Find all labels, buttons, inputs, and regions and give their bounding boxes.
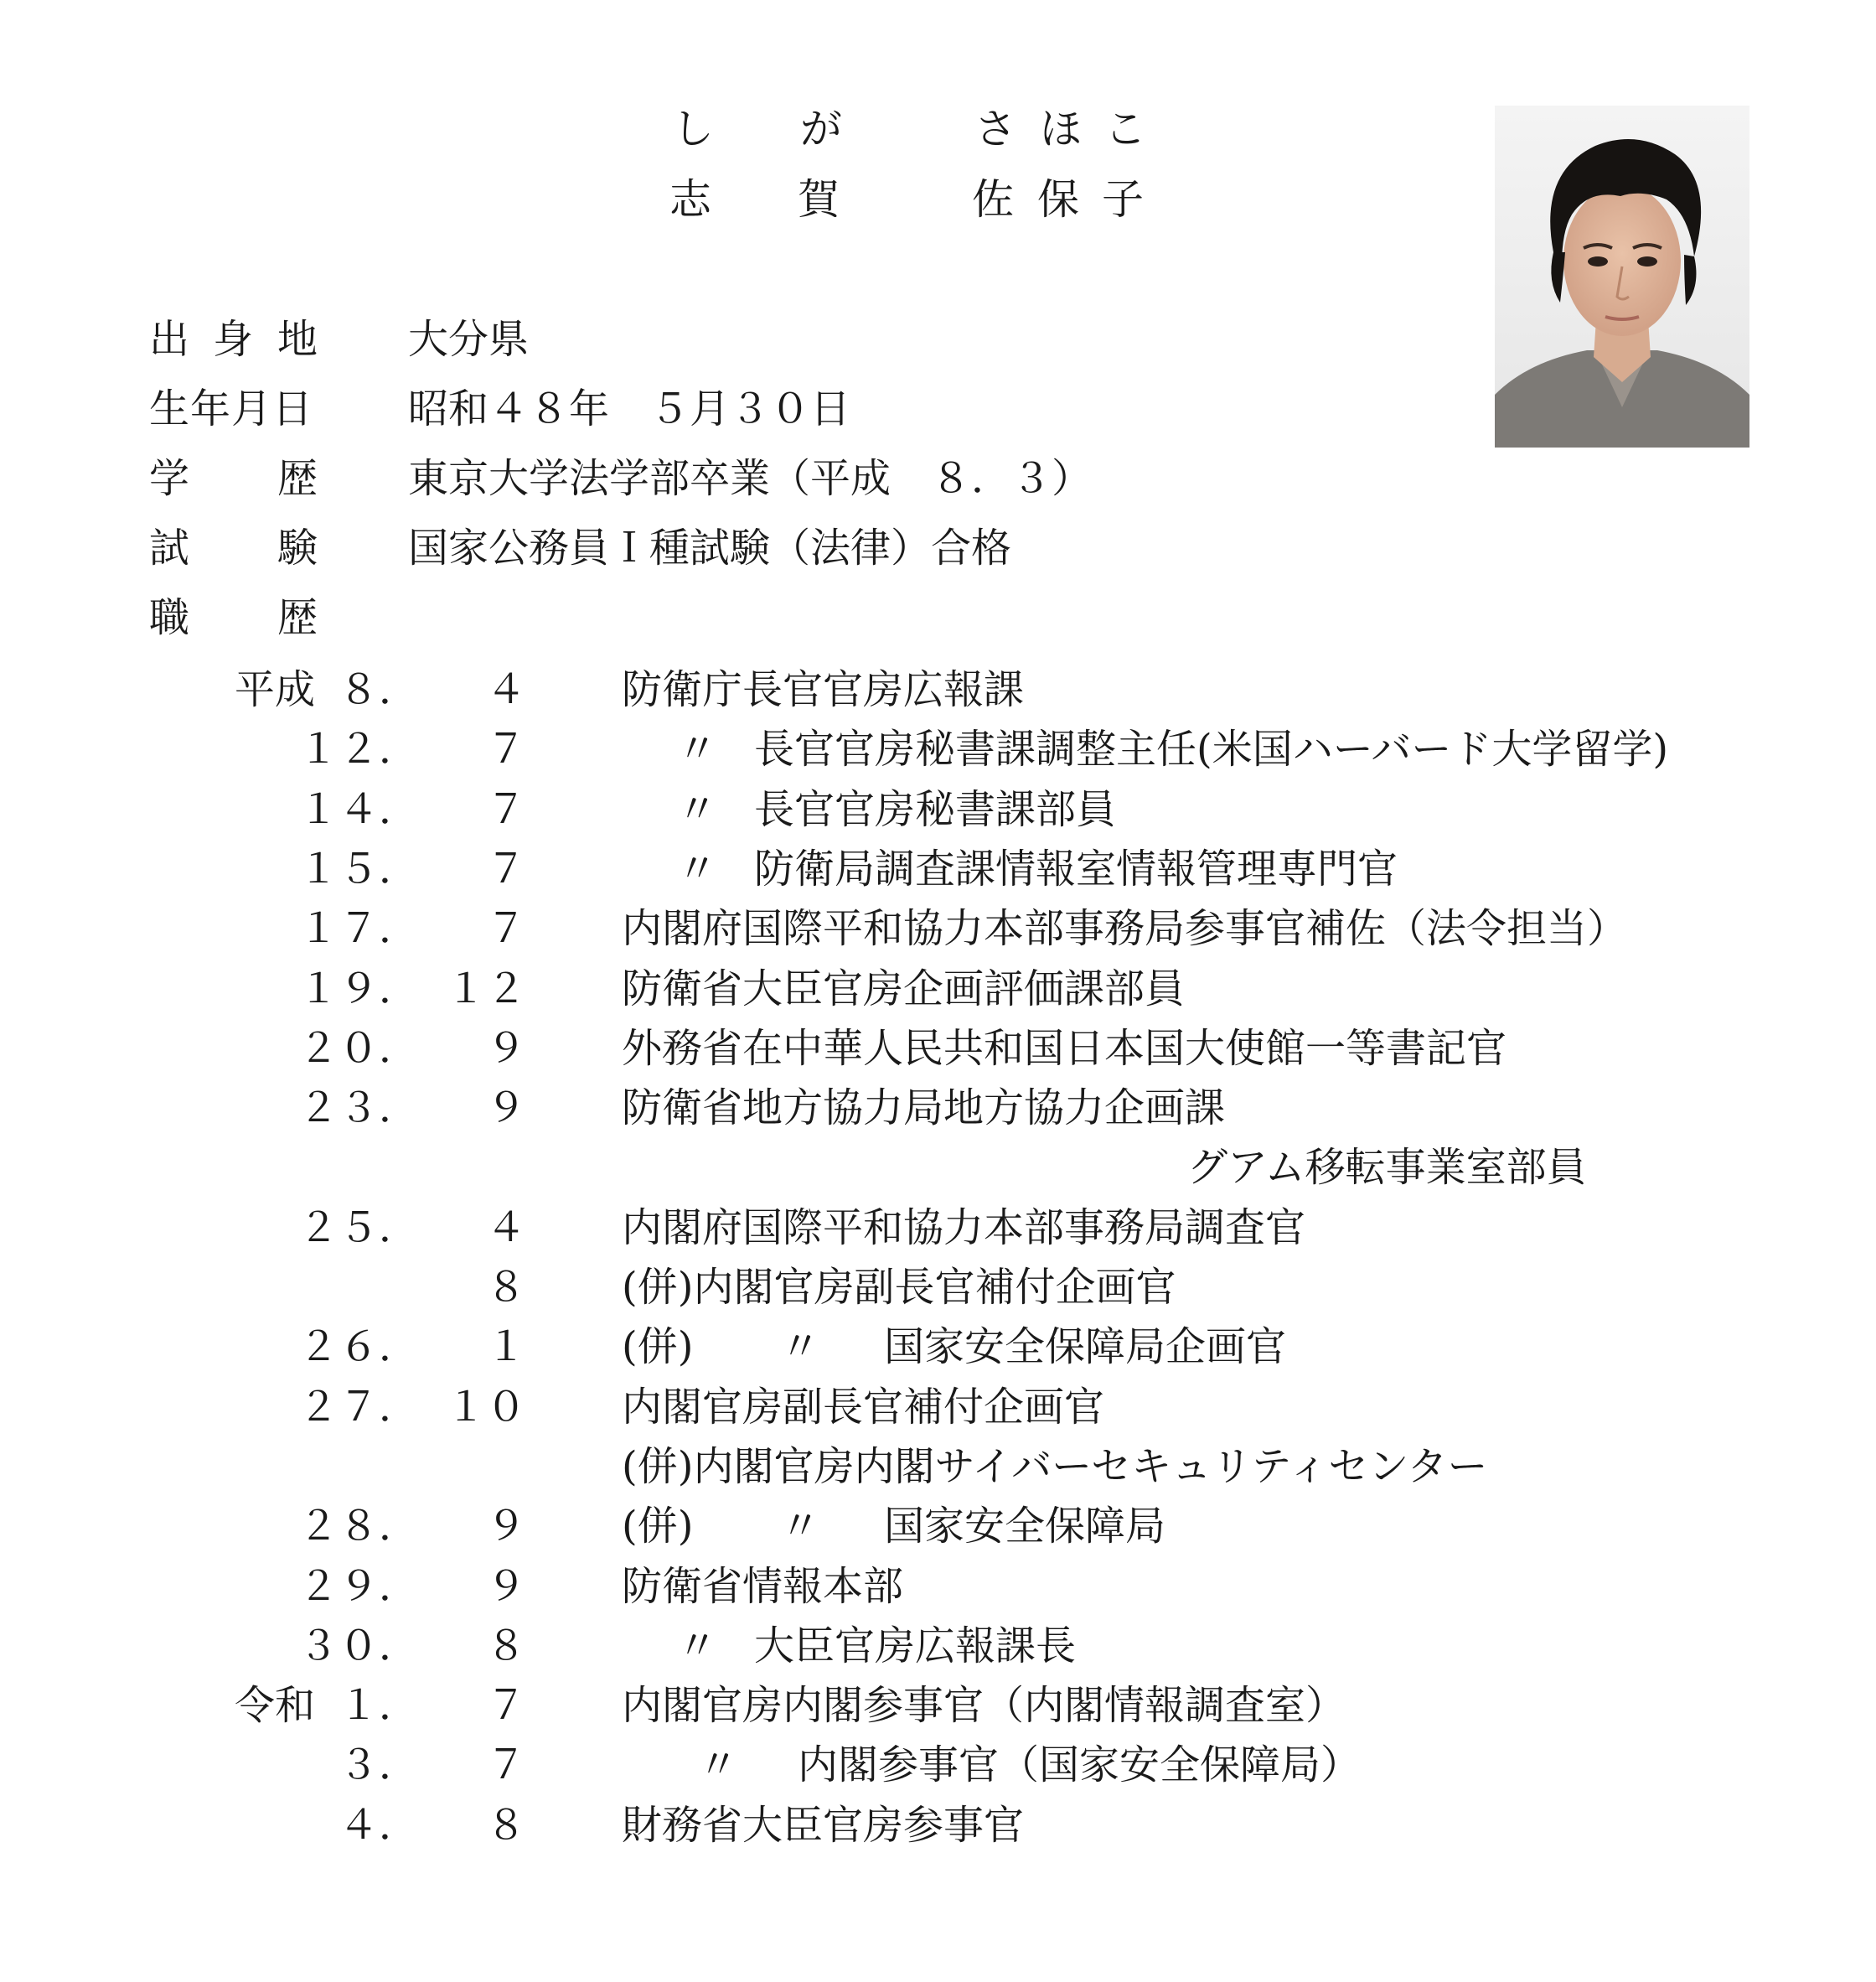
career-position: 内閣参事官（国家安全保障局）	[798, 1741, 1362, 1788]
career-month: ４	[485, 1204, 526, 1251]
career-position: 外務省在中華人民共和国日本国大使館一等書記官	[622, 1025, 1507, 1072]
ditto-mark: 〃	[677, 726, 718, 773]
career-era: 令和	[235, 1682, 316, 1729]
career-year: ２５．	[297, 1204, 419, 1251]
career-position: 国家安全保障局	[884, 1503, 1166, 1550]
career-prefix: (併)	[622, 1503, 694, 1550]
education-value: 東京大学法学部卒業（平成 ８．３）	[408, 455, 1093, 502]
career-month: １２	[445, 965, 526, 1012]
birthplace-value: 大分県	[408, 316, 530, 363]
career-year: ３０．	[297, 1622, 419, 1669]
portrait-image	[1495, 106, 1749, 448]
furigana-char: ほ	[1040, 105, 1082, 153]
career-month: ７	[485, 846, 526, 893]
ditto-mark: 〃	[698, 1741, 739, 1788]
portrait-photo	[1495, 106, 1749, 448]
career-position: (併)内閣官房内閣サイバーセキュリティセンター	[622, 1443, 1488, 1490]
career-position: 防衛省地方協力局地方協力企画課	[622, 1084, 1226, 1131]
career-position: グアム移転事業室部員	[1187, 1144, 1587, 1191]
career-era: 平成	[235, 666, 316, 713]
career-year: ３．	[338, 1741, 419, 1788]
career-month: ７	[485, 786, 526, 833]
career-month: ９	[485, 1563, 526, 1610]
career-year: ２７．	[297, 1384, 419, 1431]
career-prefix: (併)	[622, 1323, 694, 1370]
career-position: 内閣府国際平和協力本部事務局調査官	[622, 1204, 1306, 1251]
career-month: ９	[485, 1084, 526, 1131]
career-month: ８	[485, 1622, 526, 1669]
name-char: 子	[1102, 175, 1144, 224]
career-position: 長官官房秘書課調整主任(米国ハーバード大学留学)	[754, 726, 1669, 773]
career-position: 防衛省大臣官房企画評価課部員	[622, 965, 1186, 1012]
career-position: 防衛庁長官官房広報課	[622, 666, 1025, 713]
career-year: １９．	[297, 965, 419, 1012]
ditto-mark: 〃	[677, 786, 718, 833]
career-year: １４．	[297, 786, 419, 833]
career-year: ２９．	[297, 1563, 419, 1610]
ditto-mark: 〃	[780, 1323, 821, 1370]
career-year: １２．	[297, 726, 419, 773]
career-month: ９	[485, 1503, 526, 1550]
career-position: 防衛局調査課情報室情報管理専門官	[754, 846, 1398, 893]
ditto-mark: 〃	[677, 1622, 718, 1669]
career-position: 内閣府国際平和協力本部事務局参事官補佐（法令担当）	[622, 905, 1628, 952]
career-month: ８	[485, 1802, 526, 1849]
career-position: 長官官房秘書課部員	[754, 786, 1117, 833]
career-year: １７．	[297, 905, 419, 952]
career-month: ７	[485, 1682, 526, 1729]
career-position: 防衛省情報本部	[622, 1563, 904, 1610]
career-year: ４．	[338, 1802, 419, 1849]
career-month: ９	[485, 1025, 526, 1072]
career-position: 大臣官房広報課長	[754, 1622, 1077, 1669]
career-month: １０	[445, 1384, 526, 1431]
career-month: ８	[485, 1264, 526, 1311]
exam-value: 国家公務員Ｉ種試験（法律）合格	[408, 525, 1012, 572]
career-year: ８．	[338, 666, 419, 713]
furigana-char: が	[800, 105, 842, 153]
ditto-mark: 〃	[677, 846, 718, 893]
career-position: (併)内閣官房副長官補付企画官	[622, 1264, 1176, 1311]
name-char: 志	[669, 175, 711, 224]
birthdate-value: 昭和４８年 ５月３０日	[408, 386, 851, 432]
career-year: １５．	[297, 846, 419, 893]
career-year: ２０．	[297, 1025, 419, 1072]
furigana-char: こ	[1104, 105, 1146, 153]
furigana-char: さ	[974, 105, 1016, 153]
career-year: ２６．	[297, 1323, 419, 1370]
career-position: 財務省大臣官房参事官	[622, 1802, 1025, 1849]
name-char: 保	[1037, 175, 1079, 224]
career-month: １	[485, 1323, 526, 1370]
career-month: ７	[485, 1741, 526, 1788]
career-month: ７	[485, 905, 526, 952]
career-month: ４	[485, 666, 526, 713]
career-month: ７	[485, 726, 526, 773]
career-year: １．	[338, 1682, 419, 1729]
name-char: 佐	[972, 175, 1014, 224]
name-char: 賀	[798, 175, 840, 224]
furigana-char: し	[672, 105, 714, 153]
career-position: 内閣官房副長官補付企画官	[622, 1384, 1105, 1431]
career-position: 内閣官房内閣参事官（内閣情報調査室）	[622, 1682, 1346, 1729]
career-year: ２３．	[297, 1084, 419, 1131]
career-year: ２８．	[297, 1503, 419, 1550]
ditto-mark: 〃	[780, 1503, 821, 1550]
career-position: 国家安全保障局企画官	[884, 1323, 1287, 1370]
